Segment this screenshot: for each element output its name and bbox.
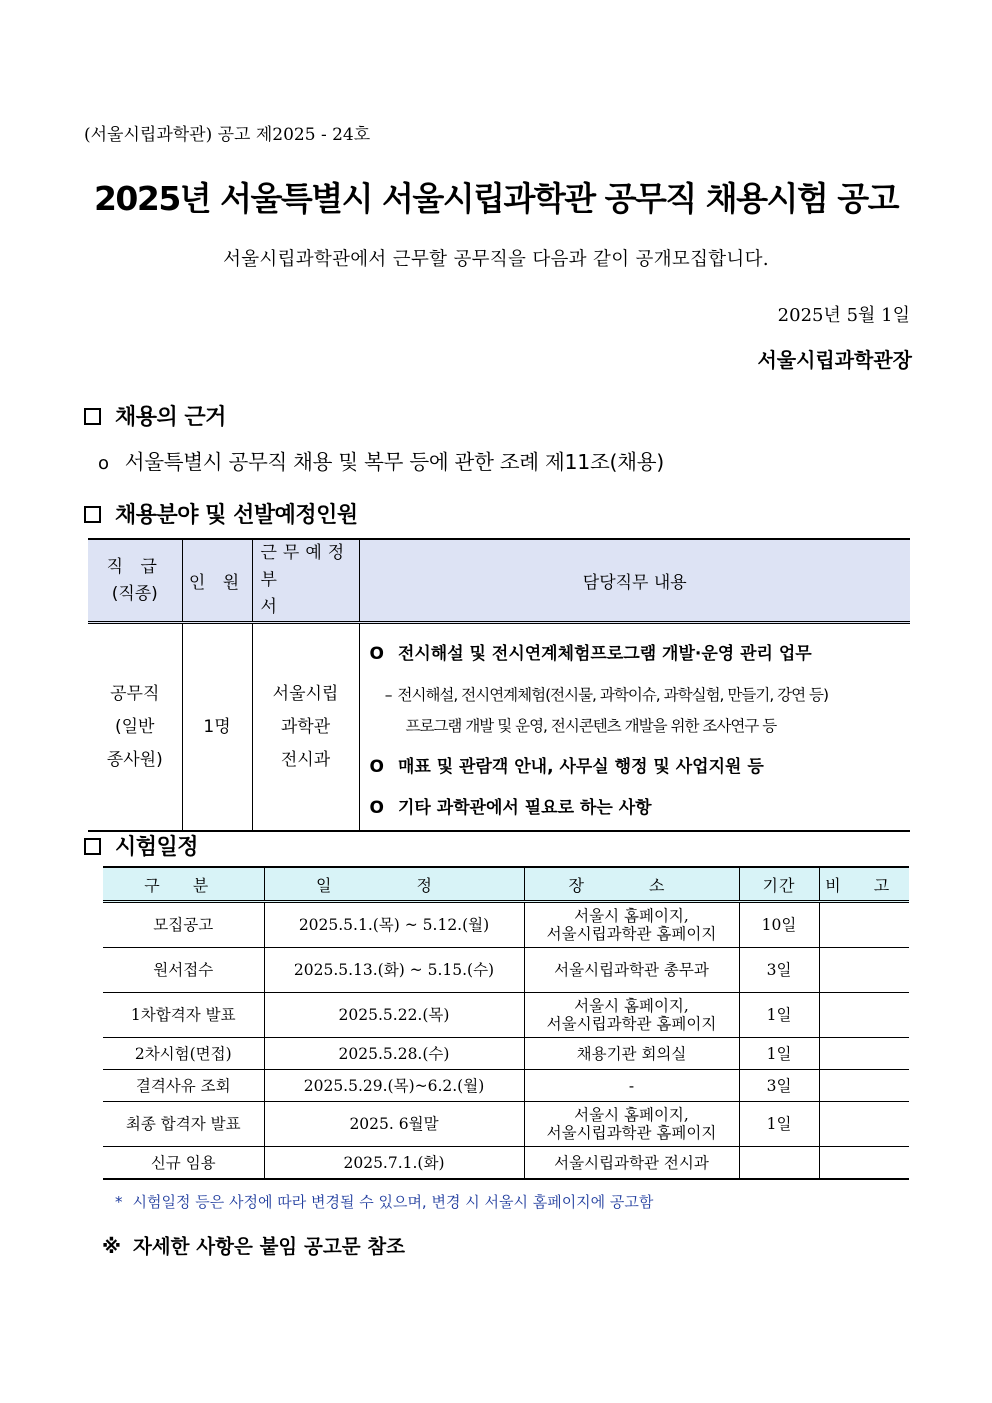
header-grade-line2: (직종) [111, 583, 158, 604]
duty-sub-text: 전시해설, 전시연계체험(전시물, 과학이슈, 과학실험, 만들기, 강연 등) [397, 686, 829, 704]
header-period: 기간 [739, 867, 819, 902]
category-cell: 1차합격자 발표 [103, 993, 264, 1038]
header-dept-line2: 부 서 [260, 570, 319, 617]
table-row [103, 1147, 909, 1180]
table-header-row [88, 539, 910, 623]
section-title: 채용분야 및 선발예정인원 [115, 503, 358, 528]
category-cell: 모집공고 [103, 902, 264, 948]
schedule-cell: 2025. 6월말 [264, 1102, 524, 1147]
note-cell [819, 1070, 909, 1102]
duty-subitem [370, 680, 911, 711]
category-cell: 원서접수 [103, 948, 264, 993]
place-cell: 서울시립과학관 총무과 [524, 948, 739, 993]
place-cell: 서울시립과학관 전시과 [524, 1147, 739, 1180]
schedule-cell: 2025.5.13.(화) ~ 5.15.(수) [264, 948, 524, 993]
checkbox-square-icon [84, 506, 101, 523]
table-row [88, 623, 910, 832]
duty-text: 매표 및 관람객 안내, 사무실 행정 및 사업지원 등 [397, 757, 764, 777]
schedule-cell: 2025.5.1.(목) ~ 5.12.(월) [264, 902, 524, 948]
bullet-o: O [369, 757, 384, 777]
note-cell [819, 948, 909, 993]
duty-item [370, 793, 911, 818]
section-schedule-heading [84, 830, 198, 861]
table-row [103, 948, 909, 993]
period-cell: 1일 [739, 1038, 819, 1070]
grade-line: (일반 [115, 716, 155, 737]
period-cell: 1일 [739, 1102, 819, 1147]
table-row [103, 1070, 909, 1102]
place-cell [524, 993, 739, 1038]
section-positions-heading [84, 498, 358, 529]
notice-date: 2025년 5월 1일 [777, 305, 910, 326]
schedule-table [103, 866, 909, 1180]
duty-item [370, 639, 911, 664]
place-line: 서울시립과학관 홈페이지 [546, 1015, 717, 1033]
note-cell [819, 993, 909, 1038]
note-cell [819, 1102, 909, 1147]
checkbox-square-icon [84, 838, 101, 855]
reference-mark-icon: ※ [102, 1235, 121, 1258]
bullet-o: O [369, 644, 384, 664]
section-title: 채용의 근거 [115, 405, 226, 430]
period-cell: 1일 [739, 993, 819, 1038]
issuer: 서울시립과학관장 [757, 348, 912, 372]
basis-text: 서울특별시 공무직 채용 및 복무 등에 관한 조례 제11조(채용) [124, 450, 664, 474]
schedule-footnote [115, 1191, 653, 1212]
schedule-cell: 2025.5.28.(수) [264, 1038, 524, 1070]
header-grade-line1: 직 급 [106, 556, 163, 577]
place-line: 서울시 홈페이지, [574, 997, 689, 1015]
period-cell: 10일 [739, 902, 819, 948]
header-note: 비 고 [819, 867, 909, 902]
closing-text: 자세한 사항은 붙임 공고문 참조 [132, 1235, 406, 1258]
note-cell [819, 1038, 909, 1070]
table-row [103, 1102, 909, 1147]
duty-text: 기타 과학관에서 필요로 하는 사항 [397, 798, 652, 818]
place-line: 서울시립과학관 홈페이지 [546, 1124, 717, 1142]
table-row [103, 993, 909, 1038]
positions-table [88, 538, 910, 832]
period-cell: 3일 [739, 1070, 819, 1102]
period-cell [739, 1147, 819, 1180]
duty-subitem-cont: 프로그램 개발 및 운영, 전시콘텐츠 개발을 위한 조사연구 등 [405, 717, 777, 735]
page-title: 2025년 서울특별시 서울시립과학관 공무직 채용시험 공고 [93, 179, 899, 218]
notice-number: (서울시립과학관) 공고 제2025 - 24호 [84, 125, 371, 145]
table-header-row [103, 867, 909, 902]
count-value: 1명 [203, 716, 231, 737]
schedule-cell: 2025.7.1.(화) [264, 1147, 524, 1180]
schedule-cell: 2025.5.22.(목) [264, 993, 524, 1038]
place-line: 서울시 홈페이지, [574, 1106, 689, 1124]
bullet-o: O [369, 798, 384, 818]
grade-line: 종사원) [106, 749, 163, 770]
place-cell [524, 902, 739, 948]
header-duty [359, 539, 910, 623]
closing-note [102, 1231, 405, 1259]
duty-item [370, 752, 911, 777]
dept-line: 서울시립 [272, 683, 339, 704]
category-cell: 신규 임용 [103, 1147, 264, 1180]
dept-line: 과학관 [280, 716, 331, 737]
place-cell: - [524, 1070, 739, 1102]
grade-line: 공무직 [110, 683, 160, 704]
place-line: 서울시립과학관 홈페이지 [546, 925, 717, 943]
checkbox-square-icon [84, 408, 101, 425]
duty-cell [359, 623, 910, 832]
table-row [103, 902, 909, 948]
section-title: 시험일정 [115, 835, 199, 860]
grade-cell [88, 623, 182, 832]
category-cell: 결격사유 조회 [103, 1070, 264, 1102]
header-duty-label: 담당직무 내용 [582, 573, 687, 593]
header-place: 장 소 [524, 867, 739, 902]
dept-cell [252, 623, 359, 832]
count-cell [182, 623, 252, 832]
dash-bullet: – [384, 686, 392, 704]
bullet-o: o [98, 453, 109, 474]
place-cell [524, 1102, 739, 1147]
duty-text: 전시해설 및 전시연계체험프로그램 개발·운영 관리 업무 [397, 644, 812, 664]
period-cell: 3일 [739, 948, 819, 993]
note-cell [819, 902, 909, 948]
section-basis-heading [84, 400, 226, 431]
header-grade [88, 539, 182, 623]
header-dept-line1: 근무예정 [260, 543, 351, 563]
basis-item [98, 445, 664, 475]
footnote-text: 시험일정 등은 사정에 따라 변경될 수 있으며, 변경 시 서울시 홈페이지에 공고함 [132, 1193, 654, 1211]
category-cell: 최종 합격자 발표 [103, 1102, 264, 1147]
place-line: 서울시 홈페이지, [574, 907, 689, 925]
note-cell [819, 1147, 909, 1180]
header-dept [252, 539, 359, 623]
header-schedule: 일 정 [264, 867, 524, 902]
header-category: 구 분 [103, 867, 264, 902]
category-cell: 2차시험(면접) [103, 1038, 264, 1070]
place-cell: 채용기관 회의실 [524, 1038, 739, 1070]
table-row [103, 1038, 909, 1070]
asterisk-icon: * [115, 1193, 123, 1211]
intro-text: 서울시립과학관에서 근무할 공무직을 다음과 같이 공개모집합니다. [223, 249, 769, 270]
dept-line: 전시과 [280, 749, 331, 770]
header-count [182, 539, 252, 623]
schedule-cell: 2025.5.29.(목)~6.2.(월) [264, 1070, 524, 1102]
header-count-label: 인 원 [188, 573, 246, 593]
